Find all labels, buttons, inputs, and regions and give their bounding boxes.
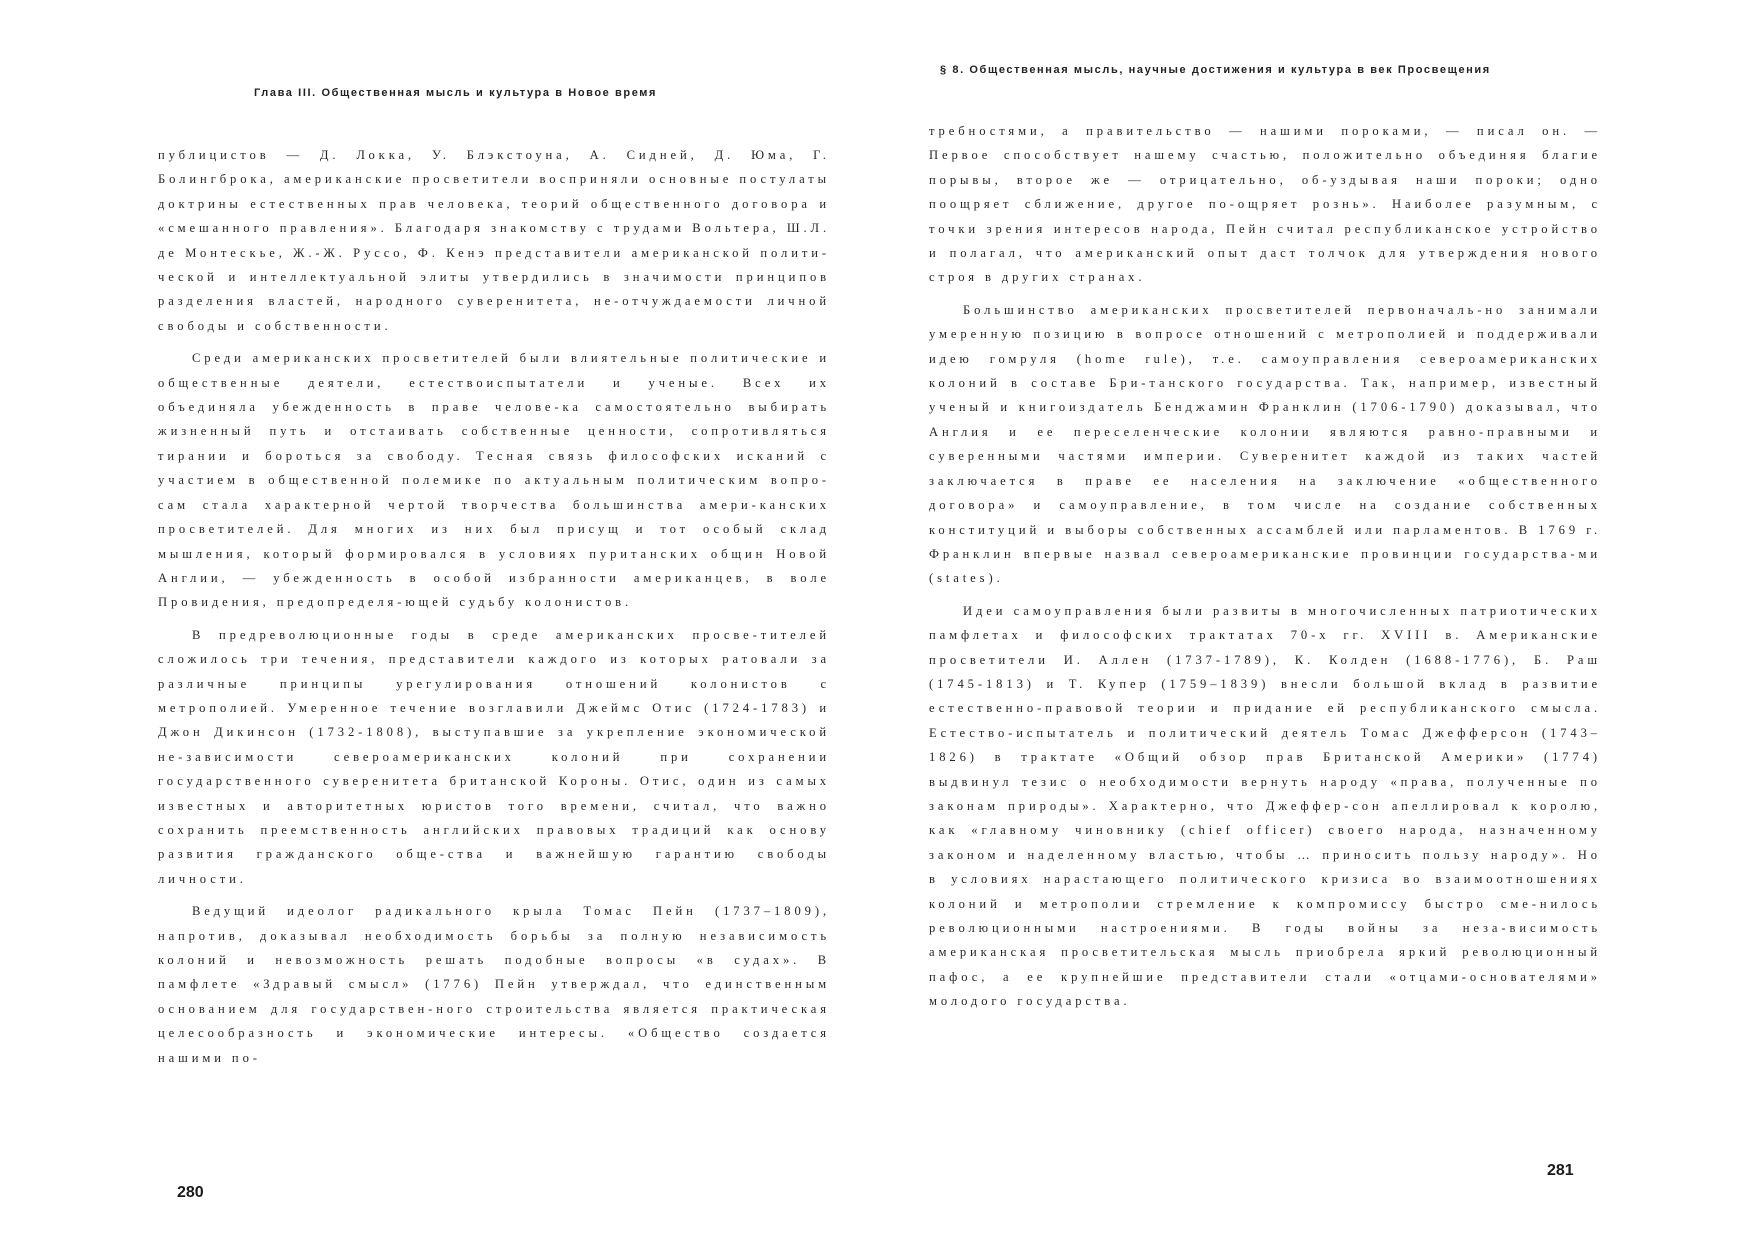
paragraph: требностями, а правительство — нашими пороками, — писал он. — Первое способствует нашему счастью, положительно объединяя благие порывы, второе же — отрицательно, об-уздывая наши пороки; одно поощряет сближение, другое по-ощряет рознь». Наиболее разумным, с точки зрения интересов народа, Пейн считал республиканское устройство и полагал, что американский опыт даст толчок для утверждения нового строя в других странах. [929,124,1601,285]
body-text [158,143,830,1078]
paragraph: публицистов — Д. Локка, У. Блэкстоуна, А. Сидней, Д. Юма, Г. Болингброка, американские просветители восприняли основные постулаты доктрины естественных прав человека, теорий общественного договора и «смешанного правления». Благодаря знакомству с трудами Вольтера, Ш.Л. де Монтескье, Ж.-Ж. Руссо, Ф. Кенэ представители американской полити-ческой и интеллектуальной элиты утвердились в значимости принципов разделения властей, народного суверенитета, не-отчуждаемости личной свободы и собственности. [158,148,830,333]
paragraph: Ведущий идеолог радикального крыла Томас Пейн (1737–1809), напротив, доказывал необходимость борьбы за полную независимость колоний и невозможность решать подобные вопросы «в судах». В памфлете «Здравый смысл» (1776) Пейн утверждал, что единственным основанием для государствен-ного строительства является практическая целесообразность и экономические интересы. «Общество создается нашими по- [158,904,830,1065]
running-head: Глава III. Общественная мысль и культура в Новое время [254,87,658,99]
page-number: 281 [1547,1162,1574,1179]
right-page [877,0,1754,1239]
paragraph: Идеи самоуправления были развиты в многочисленных патриотических памфлетах и философских трактатах 70-х гг. XVIII в. Американские просветители И. Аллен (1737-1789), К. Колден (1688-1776), Б. Раш (1745-1813) и Т. Купер (1759–1839) внесли большой вклад в развитие естественно-правовой теории и придание ей республиканского смысла. Естество-испытатель и политический деятель Томас Джефферсон (1743–1826) в трактате «Общий обзор прав Британской Америки» (1774) выдвинул тезис о необходимости вернуть народу «права, полученные по законам природы». Характерно, что Джеффер-сон апеллировал к королю, как «главному чиновнику (chief officer) своего народа, назначенному законом и наделенному властью, чтобы … приносить пользу народу». Но в условиях нарастающего политического кризиса во взаимоотношениях колоний и метрополии стремление к компромиссу быстро сме-нилось революционными настроениями. В годы войны за неза-висимость американская просветительская мысль приобрела яркий революционный пафос, а ее крупнейшие представители стали «отцами-основателями» молодого государства. [929,603,1601,1009]
body-text [929,119,1601,1022]
paragraph: Среди американских просветителей были влиятельные политические и общественные деятели, естествоиспытатели и ученые. Всех их объединяла убежденность в праве челове-ка самостоятельно выбирать жизненный путь и отстаивать собственные ценности, сопротивляться тирании и бороться за свободу. Тесная связь философских исканий с участием в общественной полемике по актуальным политическим вопро-сам стала характерной чертой творчества большинства амери-канских просветителей. Для многих из них был присущ и тот особый склад мышления, который формировался в условиях пуританских общин Новой Англии, — убежденность в особой избранности американцев, в воле Провидения, предопределя-ющей судьбу колонистов. [158,351,830,610]
running-head: § 8. Общественная мысль, научные достижения и культура в век Просвещения [940,64,1491,76]
paragraph: В предреволюционные годы в среде американских просве-тителей сложилось три течения, представители каждого из которых ратовали за различные принципы урегулирования отношений колонистов с метрополией. Умеренное течение возглавили Джеймс Отис (1724-1783) и Джон Дикинсон (1732-1808), выступавшие за укрепление экономической не-зависимости североамериканских колоний при сохранении государственного суверенитета британской Короны. Отис, один из самых известных и авторитетных юристов того времени, считал, что важно сохранить преемственность английских правовых традиций как основу развития гражданского обще-ства и важнейшую гарантию свободы личности. [158,627,830,886]
page-number: 280 [177,1184,204,1201]
paragraph: Большинство американских просветителей первоначаль-но занимали умеренную позицию в вопросе отношений с метрополией и поддерживали идею гомруля (home rule), т.е. самоуправления североамериканских колоний в составе Бри-танского государства. Так, например, известный ученый и книгоиздатель Бенджамин Франклин (1706-1790) доказывал, что Англия и ее переселенческие колонии являются равно-правными и суверенными частями империи. Суверенитет каждой из таких частей заключается в праве ее населения на заключение «общественного договора» и самоуправление, в том числе на создание собственных конституций и выборы собственных ассамблей или парламентов. В 1769 г. Франклин впервые назвал североамериканские провинции государства-ми (states). [929,302,1601,586]
